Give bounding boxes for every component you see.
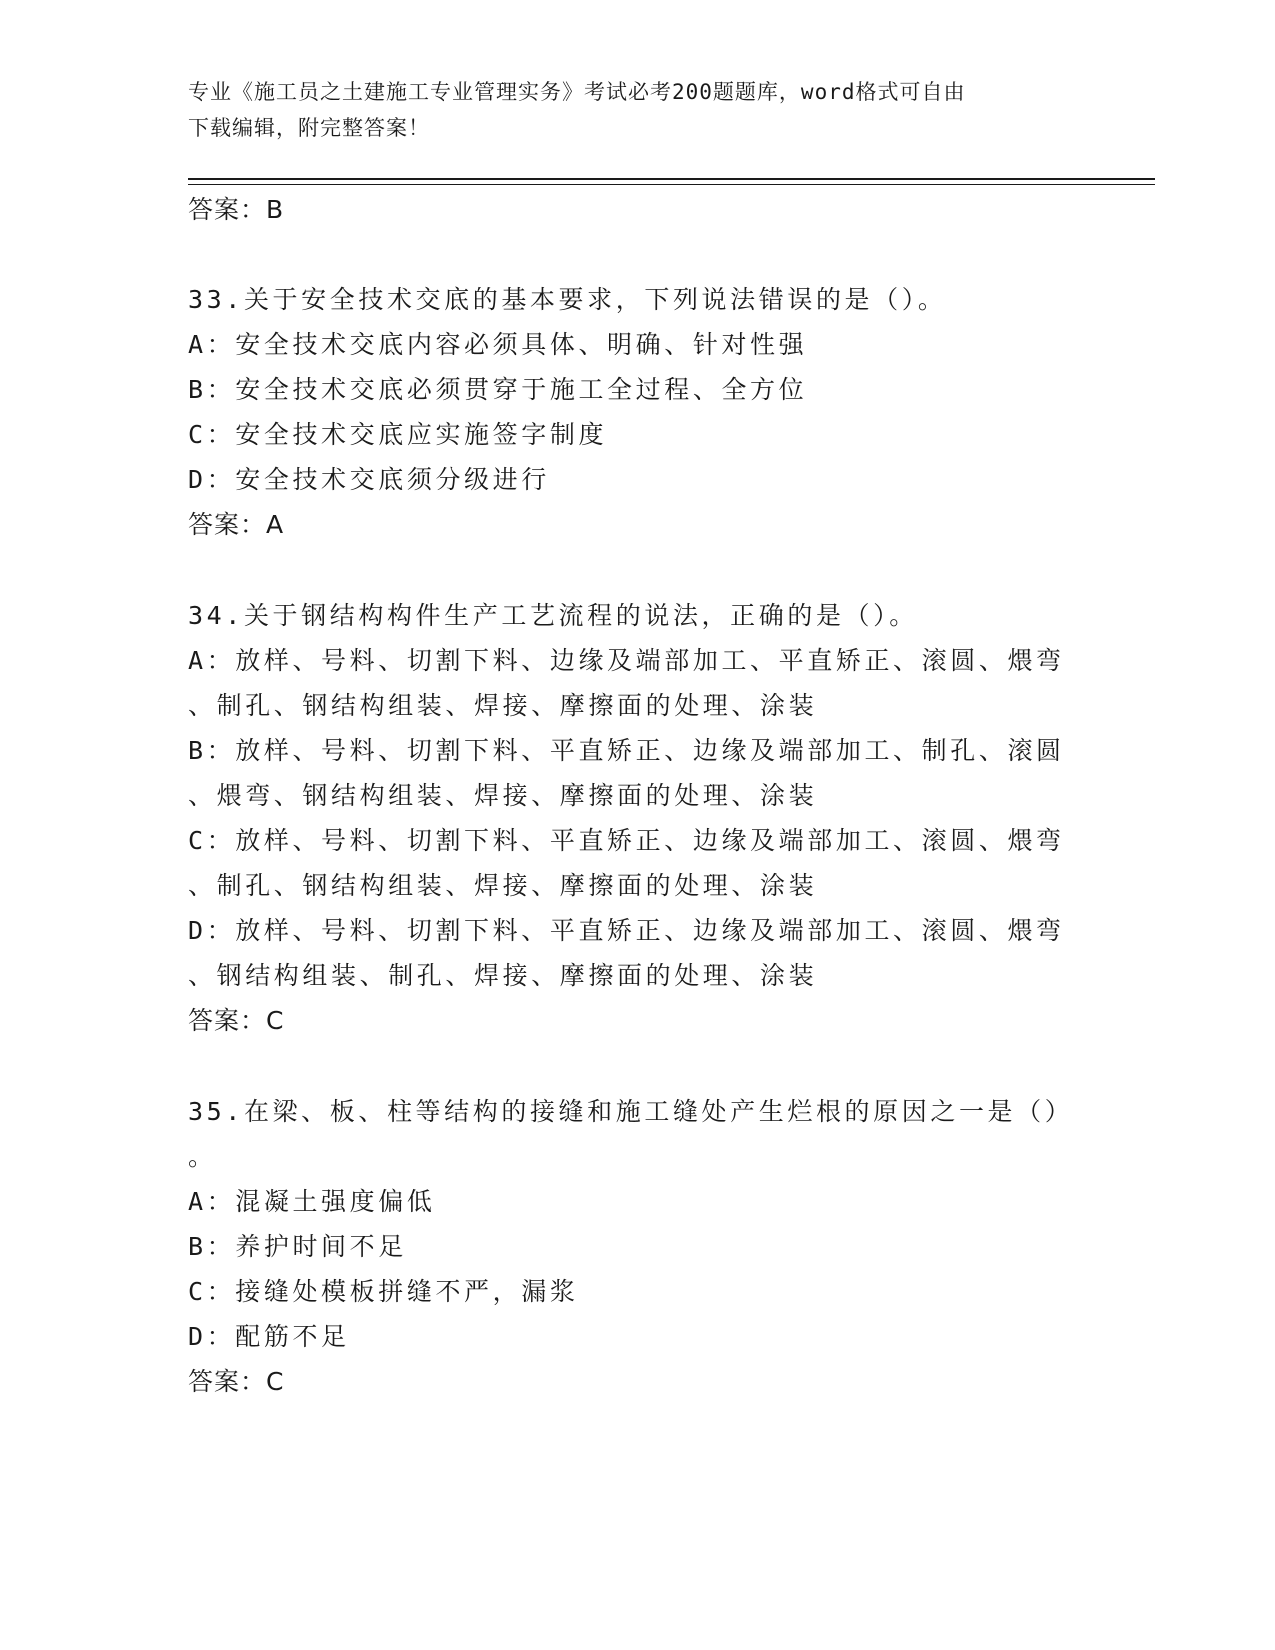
document-header	[188, 74, 1088, 146]
option-d-continued: 、钢结构组装、制孔、焊接、摩擦面的处理、涂装	[188, 961, 818, 990]
header-line-1: 专业《施工员之土建施工专业管理实务》考试必考200题题库，word格式可自由	[188, 80, 966, 104]
option-b: B：养护时间不足	[188, 1232, 407, 1261]
answer: 答案：A	[188, 510, 285, 539]
question-stem-continued: 。	[188, 1142, 217, 1171]
option-b: B：安全技术交底必须贯穿于施工全过程、全方位	[188, 375, 808, 404]
option-c-continued: 、制孔、钢结构组装、焊接、摩擦面的处理、涂装	[188, 871, 818, 900]
option-a: A：放样、号料、切割下料、边缘及端部加工、平直矫正、滚圆、煨弯	[188, 646, 1065, 675]
option-a-continued: 、制孔、钢结构组装、焊接、摩擦面的处理、涂装	[188, 691, 818, 720]
previous-answer: 答案：B	[188, 195, 285, 224]
question-stem: 35.在梁、板、柱等结构的接缝和施工缝处产生烂根的原因之一是（）	[188, 1097, 1074, 1126]
option-c: C：放样、号料、切割下料、平直矫正、边缘及端部加工、滚圆、煨弯	[188, 826, 1065, 855]
answer: 答案：C	[188, 1006, 285, 1035]
option-a: A：混凝土强度偏低	[188, 1187, 436, 1216]
header-divider-secondary	[188, 184, 1155, 185]
option-c: C：安全技术交底应实施签字制度	[188, 420, 608, 449]
option-b: B：放样、号料、切割下料、平直矫正、边缘及端部加工、制孔、滚圆	[188, 736, 1065, 765]
header-line-2: 下载编辑，附完整答案！	[188, 116, 430, 140]
question-stem: 34.关于钢结构构件生产工艺流程的说法，正确的是（）。	[188, 601, 918, 630]
option-a: A：安全技术交底内容必须具体、明确、针对性强	[188, 330, 808, 359]
option-d: D：配筋不足	[188, 1322, 350, 1351]
question-stem: 33.关于安全技术交底的基本要求，下列说法错误的是（）。	[188, 285, 947, 314]
answer: 答案：C	[188, 1367, 285, 1396]
option-d: D：放样、号料、切割下料、平直矫正、边缘及端部加工、滚圆、煨弯	[188, 916, 1065, 945]
option-c: C：接缝处模板拼缝不严，漏浆	[188, 1277, 579, 1306]
option-b-continued: 、煨弯、钢结构组装、焊接、摩擦面的处理、涂装	[188, 781, 818, 810]
option-d: D：安全技术交底须分级进行	[188, 465, 550, 494]
header-divider	[188, 178, 1155, 180]
